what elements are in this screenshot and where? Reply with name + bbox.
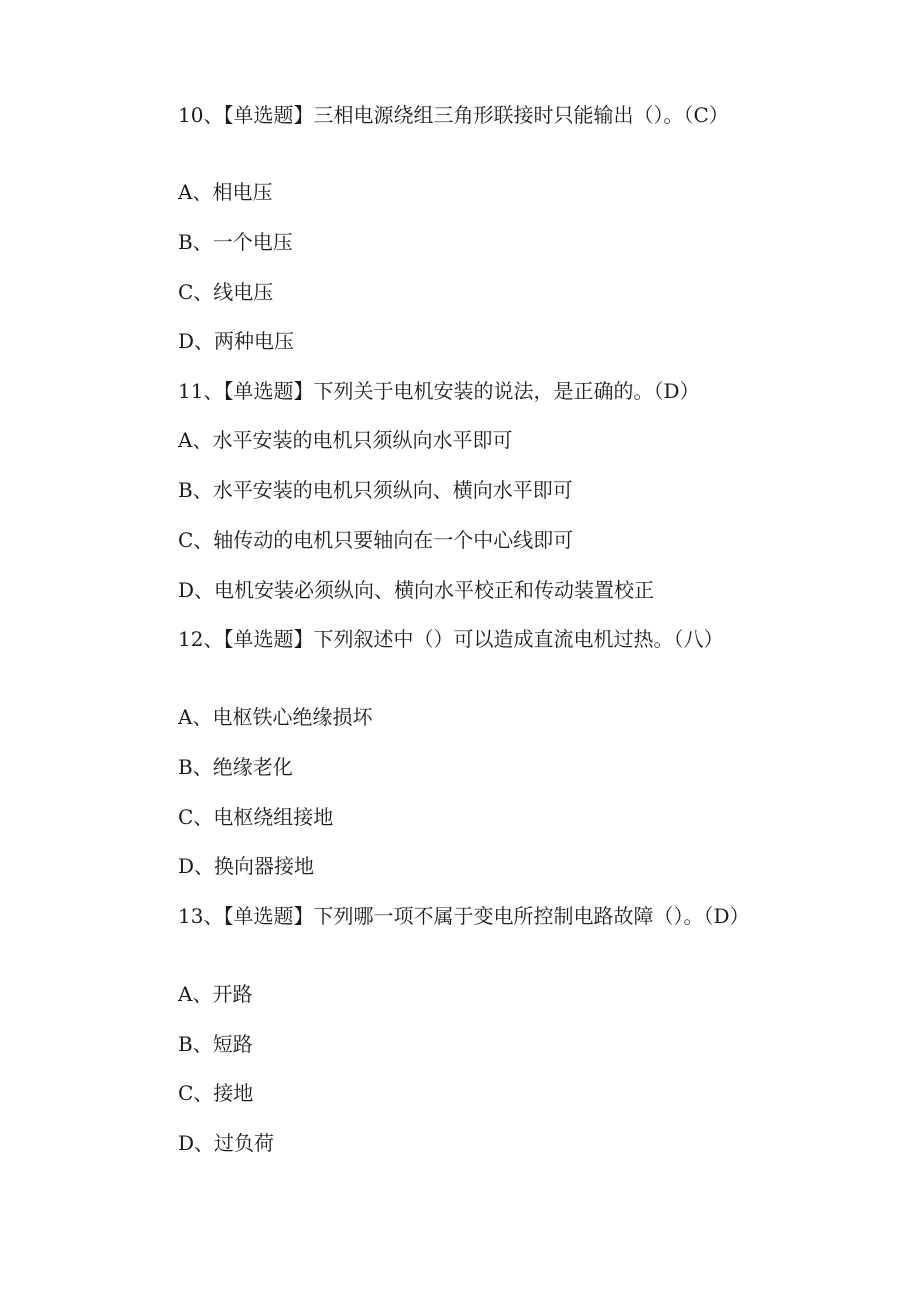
question-13-option-b: B、短路 <box>178 1032 253 1056</box>
question-11-option-b: B、水平安装的电机只须纵向、横向水平即可 <box>178 478 573 502</box>
question-12-stem: 12、【单选题】下列叙述中（）可以造成直流电机过热。（八） <box>178 627 724 651</box>
question-10-option-a: A、相电压 <box>178 180 273 204</box>
question-13-option-d: D、过负荷 <box>178 1131 275 1155</box>
question-10-option-c: C、线电压 <box>178 280 274 304</box>
question-12-option-c: C、电枢绕组接地 <box>178 805 334 829</box>
question-12-option-b: B、绝缘老化 <box>178 755 293 779</box>
question-11-option-c: C、轴传动的电机只要轴向在一个中心线即可 <box>178 528 574 552</box>
question-10-option-d: D、两种电压 <box>178 329 295 353</box>
question-13-stem: 13、【单选题】下列哪一项不属于变电所控制电路故障（）。（D） <box>178 904 750 928</box>
question-13-option-a: A、开路 <box>178 982 253 1006</box>
question-10-option-b: B、一个电压 <box>178 230 293 254</box>
question-11-option-a: A、水平安装的电机只须纵向水平即可 <box>178 428 513 452</box>
question-13-option-c: C、接地 <box>178 1081 254 1105</box>
question-10-stem: 10、【单选题】三相电源绕组三角形联接时只能输出（）。（C） <box>178 103 729 127</box>
question-11-option-d: D、电机安装必须纵向、横向水平校正和传动装置校正 <box>178 578 655 602</box>
question-12-option-d: D、换向器接地 <box>178 854 315 878</box>
question-12-option-a: A、电枢铁心绝缘损坏 <box>178 705 373 729</box>
question-11-stem: 11、【单选题】下列关于电机安装的说法，是正确的。（D） <box>178 379 700 403</box>
